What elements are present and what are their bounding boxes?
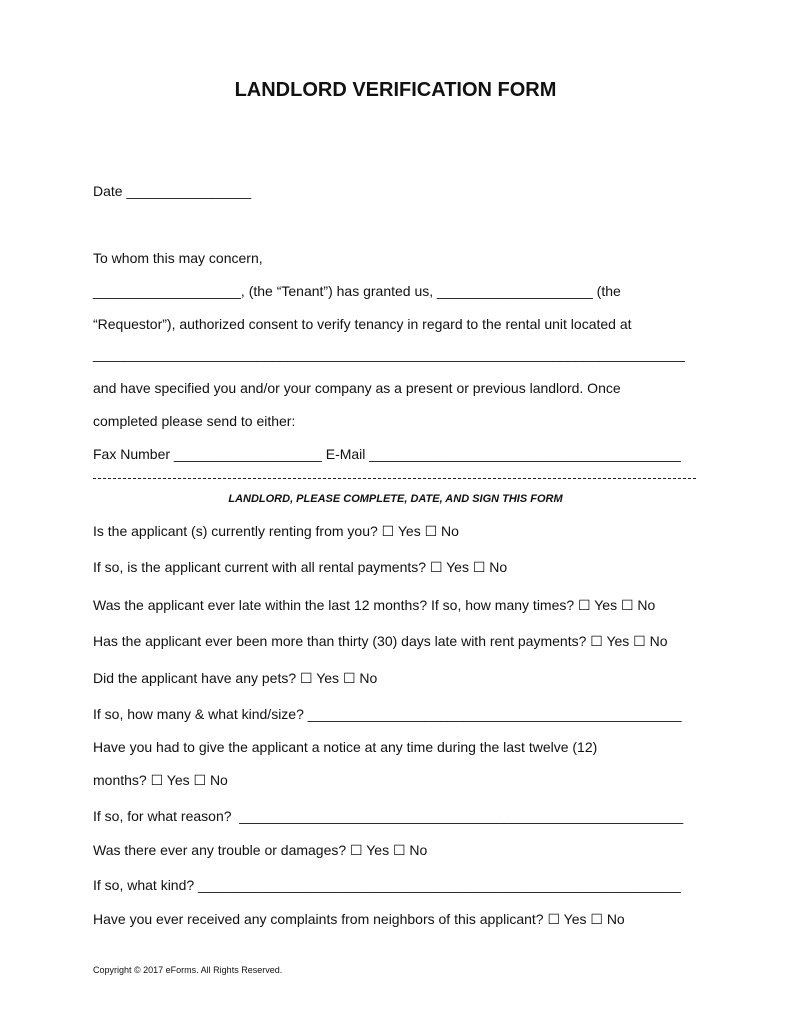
question-late-12-months[interactable]: Was the applicant ever late within the last 12 months? If so, how many times? ☐ Yes ☐ No xyxy=(93,597,656,613)
question-pets[interactable]: Did the applicant have any pets? ☐ Yes ☐ No xyxy=(93,670,378,686)
salutation: To whom this may concern, xyxy=(93,250,263,266)
question-pets-kind-field[interactable]: If so, how many & what kind/size? ________________________________________________ xyxy=(93,706,682,722)
requestor-line: “Requestor”), authorized consent to verify tenancy in regard to the rental unit located at xyxy=(93,316,632,332)
question-notice: Have you had to give the applicant a notice at any time during the last twelve (12) xyxy=(93,739,598,755)
question-neighbor-complaints[interactable]: Have you ever received any complaints from neighbors of this applicant? ☐ Yes ☐ No xyxy=(93,911,625,927)
send-line: completed please send to either: xyxy=(93,413,296,429)
rental-address-field[interactable]: ____________________________________________________________________________ xyxy=(93,346,685,362)
question-currently-renting[interactable]: Is the applicant (s) currently renting from you? ☐ Yes ☐ No xyxy=(93,523,459,539)
dashed-divider xyxy=(93,478,696,479)
tenant-line[interactable]: ___________________, (the “Tenant”) has granted us, ____________________ (the xyxy=(93,283,621,299)
question-current-payments[interactable]: If so, is the applicant current with all rental payments? ☐ Yes ☐ No xyxy=(93,559,508,575)
date-field[interactable]: Date ________________ xyxy=(93,183,252,199)
question-reason-field[interactable]: If so, for what reason? _________________________________________________________ xyxy=(93,808,684,824)
fax-email-line[interactable]: Fax Number ___________________ E-Mail ________________________________________ xyxy=(93,446,681,462)
landlord-line: and have specified you and/or your company as a present or previous landlord. Once xyxy=(93,380,621,396)
question-damages-kind-field[interactable]: If so, what kind? ______________________________________________________________ xyxy=(93,877,681,893)
section-title: LANDLORD, PLEASE COMPLETE, DATE, AND SIGN THIS FORM xyxy=(228,493,563,505)
question-damages[interactable]: Was there ever any trouble or damages? ☐ Yes ☐ No xyxy=(93,842,428,858)
question-notice-answer[interactable]: months? ☐ Yes ☐ No xyxy=(93,772,228,788)
copyright-footer: Copyright © 2017 eForms. All Rights Reserved. xyxy=(93,965,283,975)
form-title: LANDLORD VERIFICATION FORM xyxy=(234,79,557,101)
question-thirty-days-late[interactable]: Has the applicant ever been more than thirty (30) days late with rent payments? ☐ Yes ☐ No xyxy=(93,633,668,649)
